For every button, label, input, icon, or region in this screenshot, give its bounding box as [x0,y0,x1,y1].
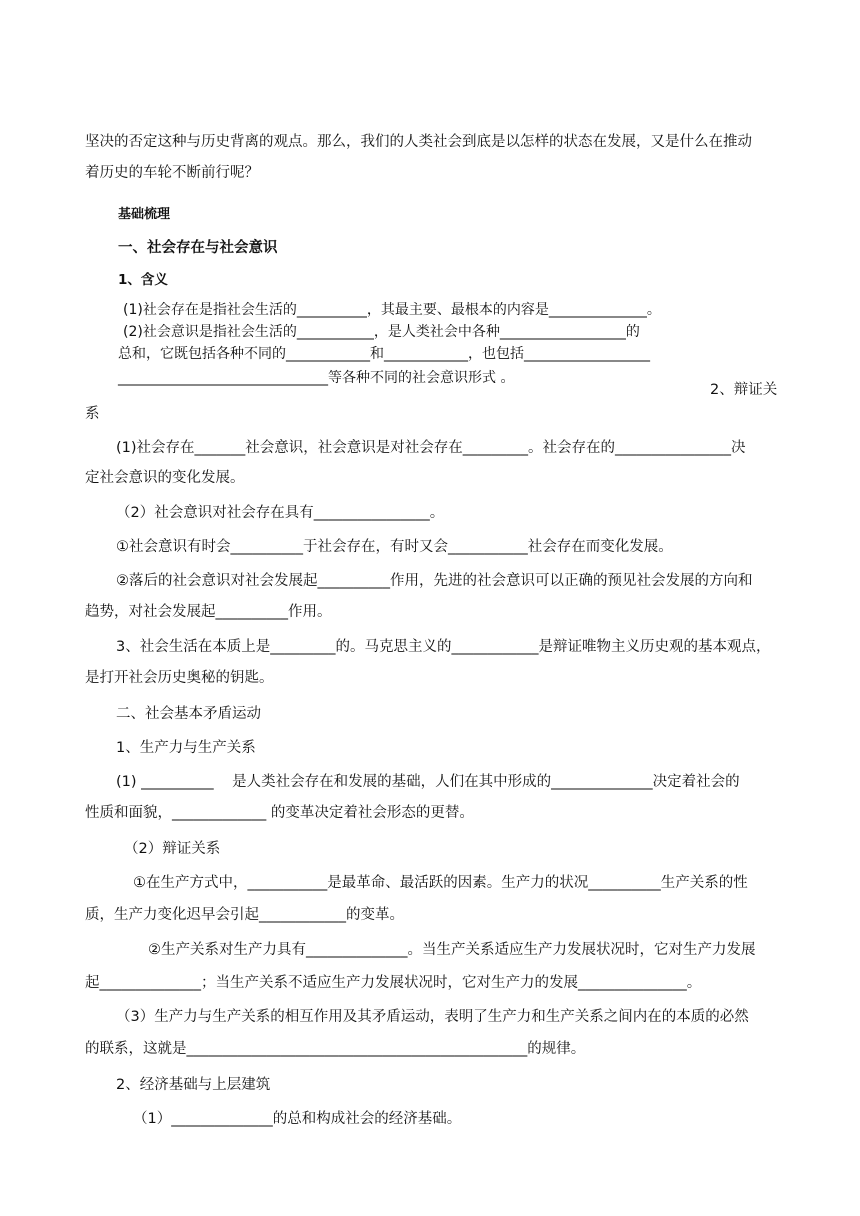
section2-q1a: (1) __________ 是人类社会存在和发展的基础，人们在其中形成的______________决定着社会的 [116,774,740,790]
section1-title: 一、社会存在与社会意识 [118,240,278,256]
paragraph-1a: (1)社会存在_______社会意识，社会意识是对社会存在_________。社会存在的________________决 [116,440,746,456]
definition-line-2: (2)社会意识是指社会生活的___________，是人类社会中各种__________________的 [123,324,640,340]
paragraph-4a: ②落后的社会意识对社会发展起__________作用，先进的社会意识可以正确的预见社会发展的方向和 [116,573,753,589]
section2-r1: （1）______________的总和构成社会的经济基础。 [133,1111,462,1127]
definition-line-3: 总和，它既包括各种不同的____________和____________，也包括__________________ [118,346,650,362]
section2-q4b: 起______________；当生产关系不适应生产力发展状况时，它对生产力的发展_______________。 [85,975,702,991]
section2-sub1: 1、生产力与生产关系 [116,740,256,756]
section1-sub2-tail: 2、辩证关 [710,382,778,398]
section1-sub2-cont: 系 [85,406,100,422]
paragraph-2: （2）社会意识对社会存在具有________________。 [116,505,445,521]
intro-line-1: 坚决的否定这种与历史背离的观点。那么，我们的人类社会到底是以怎样的状态在发展，又是什么在推动 [85,134,752,150]
definition-line-4: ______________________________等各种不同的社会意识形式 。 [118,370,515,386]
section2-q1b: 性质和面貌，_____________ 的变革决定着社会形态的更替。 [85,805,474,821]
definition-line-1: (1)社会存在是指社会生活的__________，其最主要、最根本的内容是______________。 [123,302,661,318]
section2-q4a: ②生产关系对生产力具有______________。当生产关系适应生产力发展状况时，它对生产力发展 [148,942,756,958]
section2-q3a: ①在生产方式中，___________是最革命、最活跃的因素。生产力的状况__________生产关系的性 [133,875,748,891]
paragraph-5b: 是打开社会历史奥秘的钥匙。 [85,670,274,686]
section2-q5b: 的联系，这就是_______________________________________________的规律。 [85,1041,586,1057]
section2-q2: （2）辩证关系 [124,841,221,857]
section2-q5a: （3）生产力与生产关系的相互作用及其矛盾运动，表明了生产力和生产关系之间内在的本质的必然 [116,1009,749,1025]
section2-sub2: 2、经济基础与上层建筑 [116,1077,271,1093]
section2-q3b: 质，生产力变化迟早会引起____________的变革。 [85,907,404,923]
paragraph-5a: 3、社会生活在本质上是_________的。马克思主义的____________是辩证唯物主义历史观的基本观点， [116,639,771,655]
intro-line-2: 着历史的车轮不断前行呢？ [85,165,259,181]
section1-sub1: 1、含义 [118,272,168,288]
basics-heading: 基础梳理 [118,207,171,222]
paragraph-4b: 趋势，对社会发展起__________作用。 [85,604,332,620]
section2-title: 二、社会基本矛盾运动 [116,706,261,722]
paragraph-1b: 定社会意识的变化发展。 [85,470,245,486]
definition-box [118,298,708,388]
paragraph-3: ①社会意识有时会__________于社会存在，有时又会___________社会存在而变化发展。 [116,539,673,555]
